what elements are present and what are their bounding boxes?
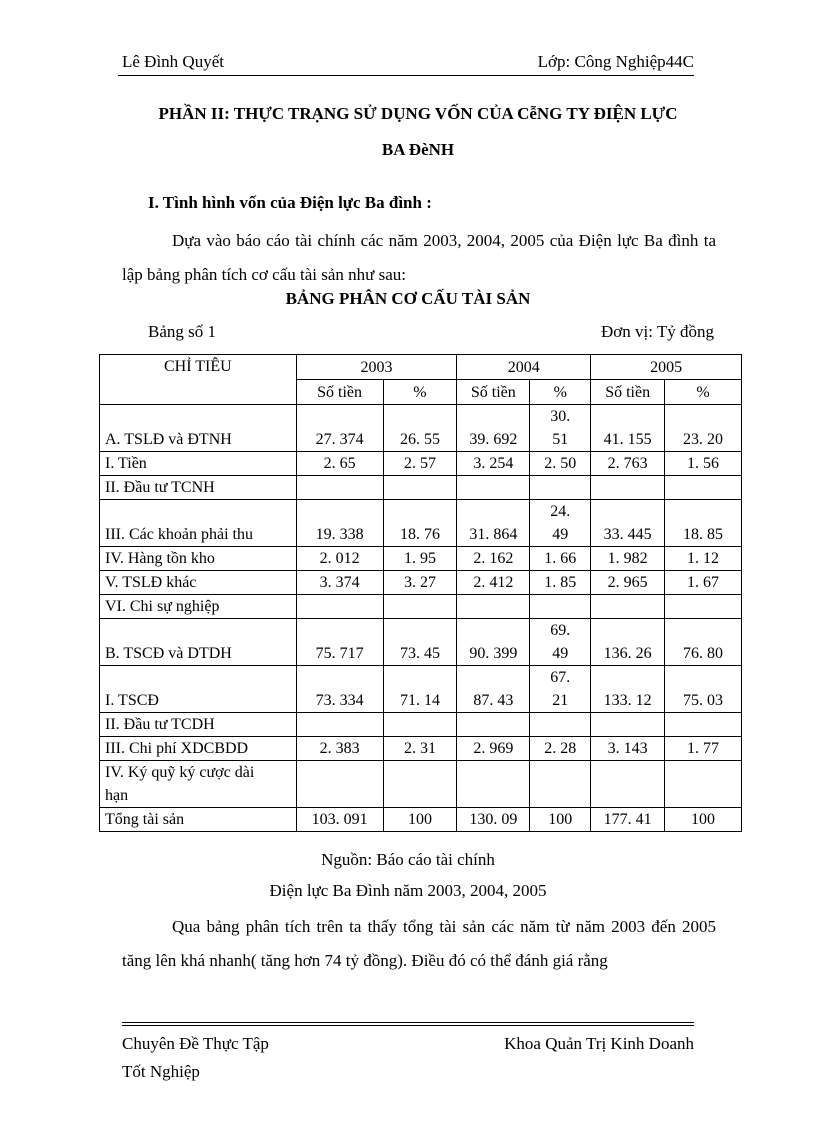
row-label: I. Tiền [100,452,297,476]
cell-empty [665,595,742,619]
cell-percent-2005: 18. 85 [665,500,742,547]
cell-empty [296,476,383,500]
cell-empty [530,476,591,500]
cell-percent-2004: 2. 50 [530,452,591,476]
cell-percent-2004: 1. 85 [530,571,591,595]
cell-amount-2003: 103. 091 [296,808,383,832]
cell-amount-2003: 2. 012 [296,547,383,571]
footer-divider-top [122,1022,694,1023]
cell-percent-2004: 2. 28 [530,737,591,761]
cell-amount-2003: 3. 374 [296,571,383,595]
intro-paragraph: Dựa vào báo cáo tài chính các năm 2003, 2004, 2005 của Điện lực Ba đình ta lập bảng phân tích cơ cấu tài sản như sau: [122,231,716,284]
cell-empty [383,761,457,808]
cell-percent-2004: 100 [530,808,591,832]
cell-amount-2003: 2. 383 [296,737,383,761]
row-label: IV. Hàng tồn kho [100,547,297,571]
cell-empty [591,476,665,500]
table-row [100,737,742,761]
cell-empty [296,713,383,737]
header-percent-2004: % [530,380,591,405]
cell-amount-2004: 90. 399 [457,619,530,666]
cell-empty [383,595,457,619]
cell-amount-2003: 73. 334 [296,666,383,713]
row-label: III. Chi phí XDCBDD [100,737,297,761]
table-row [100,619,742,666]
cell-amount-2003: 27. 374 [296,405,383,452]
cell-percent-2003: 26. 55 [383,405,457,452]
table-header-row [100,355,742,380]
footer-left-line-1: Chuyên Đề Thực Tập [122,1034,269,1053]
cell-percent-2003: 2. 31 [383,737,457,761]
cell-percent-2004: 24. 49 [530,500,591,547]
cell-amount-2004: 39. 692 [457,405,530,452]
table-row [100,547,742,571]
cell-amount-2003: 75. 717 [296,619,383,666]
cell-percent-2005: 1. 12 [665,547,742,571]
header-year-2004: 2004 [457,355,591,380]
cell-amount-2005: 177. 41 [591,808,665,832]
cell-empty [457,713,530,737]
cell-percent-2005: 100 [665,808,742,832]
row-label: B. TSCĐ và DTDH [100,619,297,666]
table-source-line-1: Nguồn: Báo cáo tài chính [321,850,495,869]
section-title [110,96,726,168]
cell-percent-2003: 3. 27 [383,571,457,595]
cell-percent-2005: 1. 67 [665,571,742,595]
asset-structure-table [99,354,742,832]
header-year-2003: 2003 [296,355,457,380]
cell-amount-2005: 136. 26 [591,619,665,666]
table-row [100,595,742,619]
section-title-line-1: PHẦN II: THỰC TRẠNG SỬ DỤNG VỐN CỦA CễNG TY ĐIỆN LỰC [158,104,678,123]
cell-percent-2005: 76. 80 [665,619,742,666]
cell-percent-2003: 73. 45 [383,619,457,666]
cell-empty [591,761,665,808]
cell-percent-2005: 75. 03 [665,666,742,713]
row-label: Tổng tài sản [100,808,297,832]
cell-percent-2003: 2. 57 [383,452,457,476]
table-row [100,476,742,500]
cell-empty [665,761,742,808]
table-row [100,713,742,737]
cell-percent-2005: 1. 77 [665,737,742,761]
table-unit: Đơn vị: Tỷ đồng [600,322,714,341]
cell-empty [457,595,530,619]
table-row [100,571,742,595]
table-row [100,452,742,476]
cell-amount-2003: 2. 65 [296,452,383,476]
header-indicator: CHỈ TIÊU [100,355,297,405]
table-row-total [100,808,742,832]
header-amount-2003: Số tiền [296,380,383,405]
cell-percent-2004: 30. 51 [530,405,591,452]
cell-amount-2004: 87. 43 [457,666,530,713]
cell-amount-2005: 1. 982 [591,547,665,571]
header-year-2005: 2005 [591,355,742,380]
table-source-line-2: Điện lực Ba Đình năm 2003, 2004, 2005 [269,881,547,900]
header-percent-2005: % [665,380,742,405]
cell-amount-2005: 2. 763 [591,452,665,476]
cell-empty [665,476,742,500]
cell-amount-2005: 41. 155 [591,405,665,452]
table-row [100,405,742,452]
cell-amount-2004: 2. 412 [457,571,530,595]
cell-empty [591,595,665,619]
table-row [100,666,742,713]
section-title-line-2: BA ĐèNH [381,140,455,159]
row-label: II. Đầu tư TCNH [100,476,297,500]
cell-percent-2003: 100 [383,808,457,832]
cell-amount-2004: 2. 969 [457,737,530,761]
header-amount-2005: Số tiền [591,380,665,405]
cell-empty [530,713,591,737]
table-row [100,500,742,547]
header-class: Lớp: Công Nghiệp44C [537,52,694,71]
cell-empty [383,476,457,500]
footer-left-line-2: Tốt Nghiệp [122,1062,200,1081]
cell-empty [383,713,457,737]
cell-empty [296,595,383,619]
row-label: V. TSLĐ khác [100,571,297,595]
cell-percent-2003: 1. 95 [383,547,457,571]
header-amount-2004: Số tiền [457,380,530,405]
cell-amount-2004: 3. 254 [457,452,530,476]
cell-empty [530,761,591,808]
subheading: I. Tình hình vốn của Điện lực Ba đình : [148,193,432,212]
cell-percent-2003: 71. 14 [383,666,457,713]
table-number: Bảng số 1 [148,322,216,341]
conclusion-paragraph: Qua bảng phân tích trên ta thấy tổng tài sản các năm từ năm 2003 đến 2005 tăng lên khá nhanh( tăng hơn 74 tỷ đồng). Điều đó có thể đánh giá rằng [122,917,716,970]
footer-divider-bottom [122,1025,694,1026]
cell-amount-2004: 130. 09 [457,808,530,832]
cell-percent-2004: 67. 21 [530,666,591,713]
footer-right: Khoa Quản Trị Kinh Doanh [504,1034,694,1053]
table-row [100,761,742,808]
row-label: IV. Ký quỹ ký cược dài hạn [100,761,297,808]
cell-percent-2005: 23. 20 [665,405,742,452]
cell-empty [591,713,665,737]
cell-empty [457,476,530,500]
footer-left [122,1030,269,1086]
cell-amount-2005: 33. 445 [591,500,665,547]
header-author: Lê Đình Quyết [122,52,224,71]
cell-empty [457,761,530,808]
cell-percent-2004: 69. 49 [530,619,591,666]
cell-amount-2004: 2. 162 [457,547,530,571]
row-label: III. Các khoản phải thu [100,500,297,547]
row-label: I. TSCĐ [100,666,297,713]
cell-empty [530,595,591,619]
cell-percent-2004: 1. 66 [530,547,591,571]
cell-amount-2005: 133. 12 [591,666,665,713]
cell-percent-2003: 18. 76 [383,500,457,547]
cell-amount-2003: 19. 338 [296,500,383,547]
row-label: VI. Chi sự nghiệp [100,595,297,619]
header-percent-2003: % [383,380,457,405]
cell-amount-2004: 31. 864 [457,500,530,547]
cell-amount-2005: 2. 965 [591,571,665,595]
table-title: BẢNG PHÂN CƠ CẤU TÀI SẢN [285,289,531,308]
row-label: A. TSLĐ và ĐTNH [100,405,297,452]
row-label: II. Đầu tư TCDH [100,713,297,737]
cell-amount-2005: 3. 143 [591,737,665,761]
cell-empty [296,761,383,808]
header-divider [118,75,694,76]
cell-percent-2005: 1. 56 [665,452,742,476]
cell-empty [665,713,742,737]
